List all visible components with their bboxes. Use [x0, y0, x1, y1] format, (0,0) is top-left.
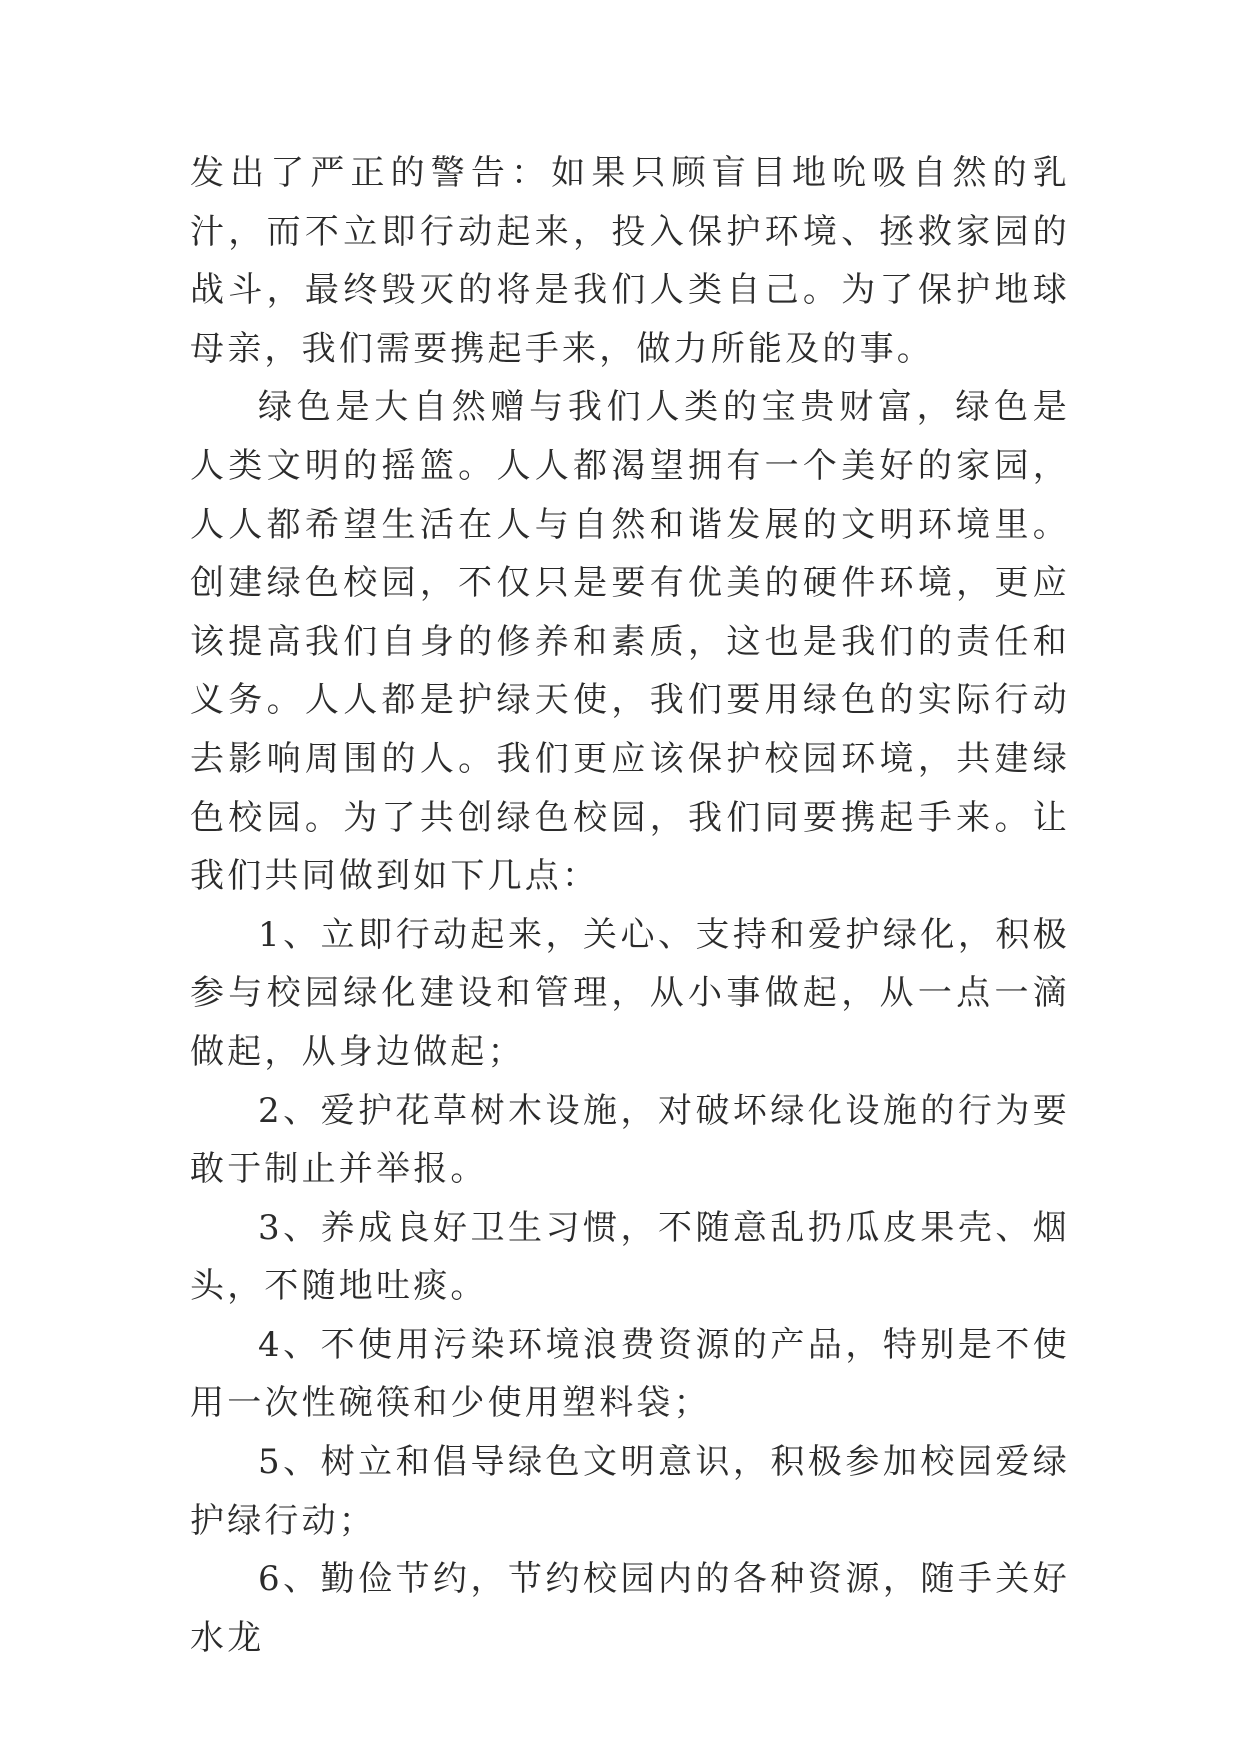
document-body: [190, 144, 1070, 1667]
list-item-5: 5、树立和倡导绿色文明意识，积极参加校园爱绿护绿行动；: [190, 1442, 1070, 1541]
paragraph-warning: 发出了严正的警告：如果只顾盲目地吮吸自然的乳汁，而不立即行动起来，投入保护环境、拯救家园的战斗，最终毁灭的将是我们人类自己。为了保护地球母亲，我们需要携起手来，做力所能及的事。: [190, 153, 1070, 369]
list-item-6: 6、勤俭节约，节约校园内的各种资源，随手关好水龙: [190, 1559, 1070, 1658]
paragraph-green-campus: 绿色是大自然赠与我们人类的宝贵财富，绿色是人类文明的摇篮。人人都渴望拥有一个美好的家园，人人都希望生活在人与自然和谐发展的文明环境里。创建绿色校园，不仅只是要有优美的硬件环境，更应该提高我们自身的修养和素质，这也是我们的责任和义务。人人都是护绿天使，我们要用绿色的实际行动去影响周围的人。我们更应该保护校园环境，共建绿色校园。为了共创绿色校园，我们同要携起手来。让我们共同做到如下几点：: [190, 387, 1070, 897]
list-item-1: 1、立即行动起来，关心、支持和爱护绿化，积极参与校园绿化建设和管理，从小事做起，从一点一滴做起，从身边做起；: [190, 914, 1070, 1072]
list-item-2: 2、爱护花草树木设施，对破坏绿化设施的行为要敢于制止并举报。: [190, 1090, 1070, 1190]
list-item-3: 3、养成良好卫生习惯，不随意乱扔瓜皮果壳、烟头，不随地吐痰。: [190, 1207, 1070, 1307]
list-item-4: 4、不使用污染环境浪费资源的产品，特别是不使用一次性碗筷和少使用塑料袋；: [190, 1324, 1070, 1424]
